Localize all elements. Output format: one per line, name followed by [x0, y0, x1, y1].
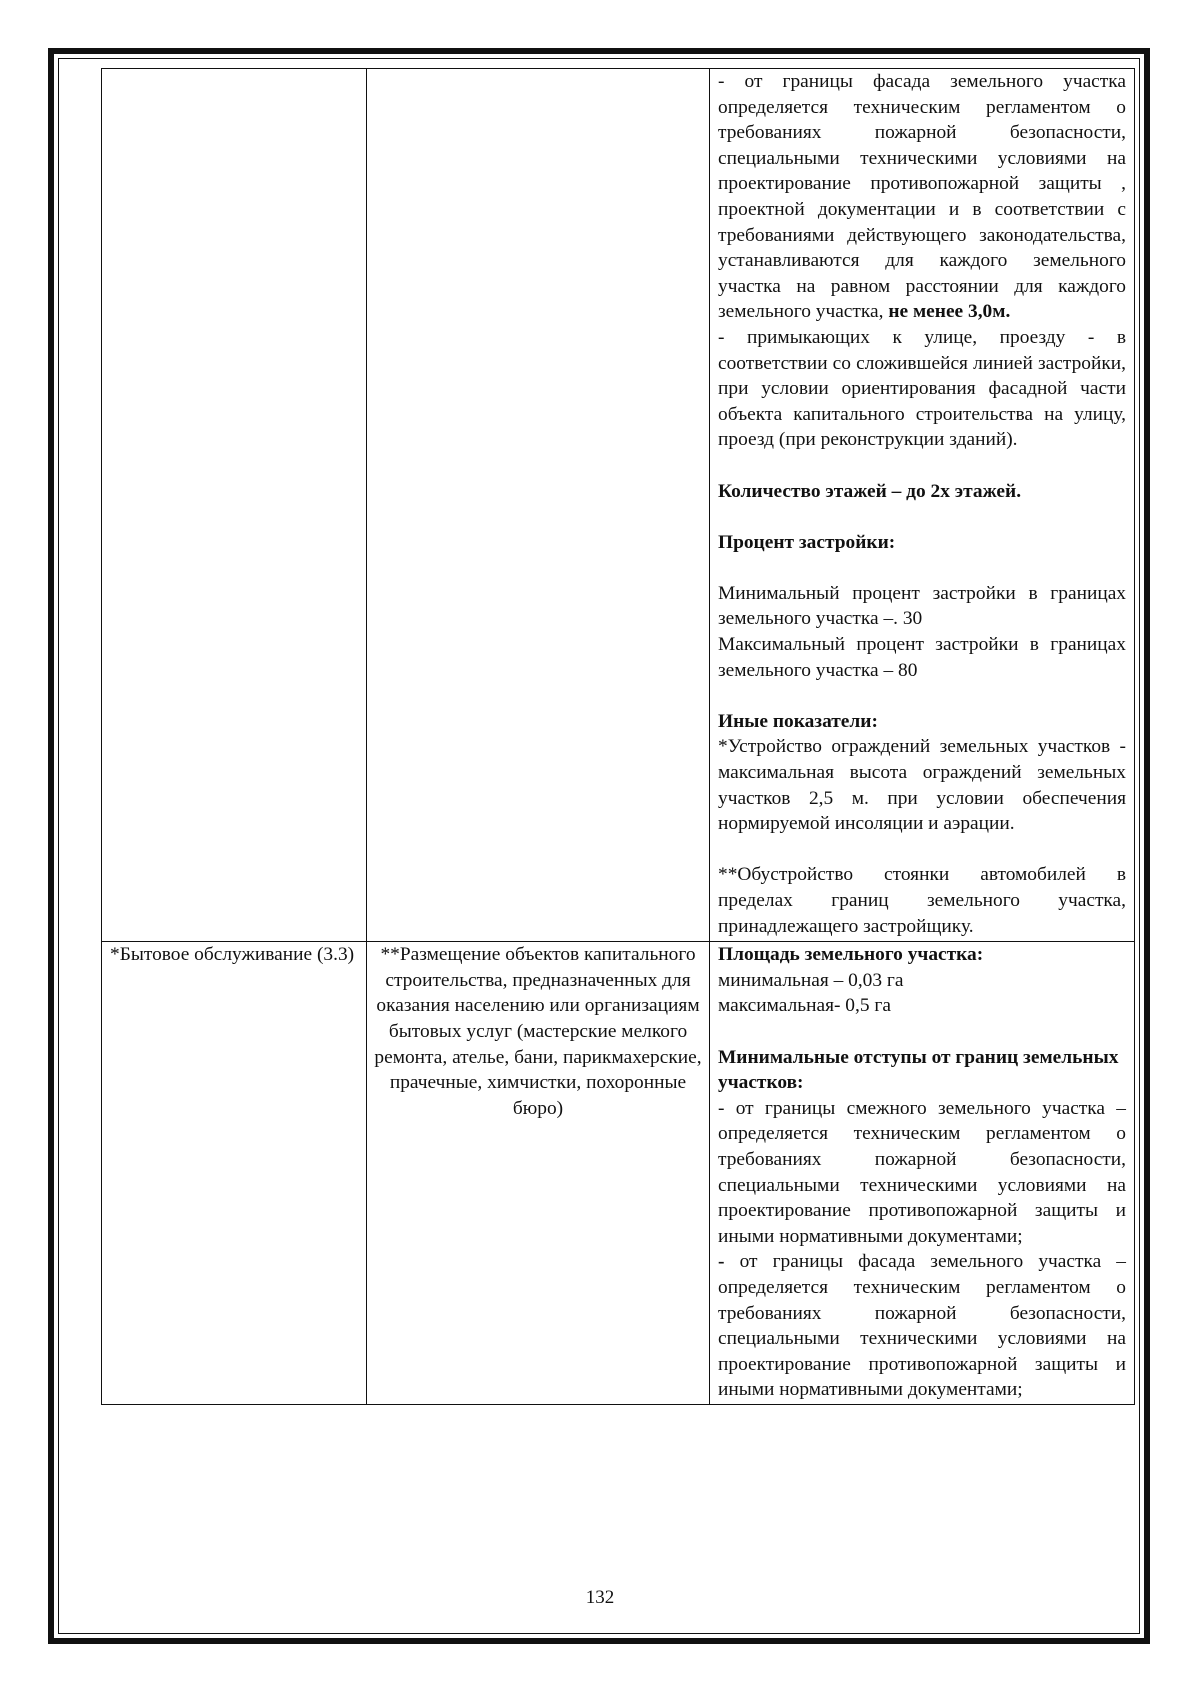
setback-title: Минимальные отступы от границ земельных участков: — [718, 1046, 1119, 1094]
use-type-cell — [102, 69, 367, 942]
adjacent-setback-paragraph: - от границы смежного земельного участка – определяется техническим регламентом о требованиях пожарной безопасности, специальными техническими условиями на проектирование противопожарной защиты и иными нормативными документами; — [718, 1097, 1126, 1247]
other-indicators-title: Иные показатели: — [718, 710, 878, 732]
regulations-table — [101, 68, 1135, 1405]
area-min: минимальная – 0,03 га — [718, 969, 904, 991]
facade-setback-paragraph: - от границы фасада земельного участка определяется техническим регламентом о требованиях пожарной безопасности, специальными техническими условиями на проектирование противопожарной защиты , проектной документации и в соответствии с требованиями действующего законодательства, устанавливаются для каждого земельного участка на равном расстоянии для каждого земельного участка, не менее 3,0м. — [718, 71, 1126, 323]
table-row — [102, 942, 1135, 1405]
use-description-cell — [367, 69, 710, 942]
parameters-cell — [710, 942, 1135, 1405]
use-type-name: *Бытовое обслуживание (3.3) — [110, 944, 355, 966]
use-description: **Размещение объектов капитального строительства, предназначенных для оказания населению или организациям бытовых услуг (мастерские мелкого ремонта, ателье, бани, парикмахерские, прачечные, химчистки, похоронные бюро) — [374, 944, 702, 1119]
use-description-cell — [367, 942, 710, 1405]
table-row — [102, 69, 1135, 942]
parameters-cell — [710, 69, 1135, 942]
build-percent-title: Процент застройки: — [718, 531, 896, 553]
min-build-percent: Минимальный процент застройки в границах земельного участка –. 30 — [718, 582, 1126, 630]
facade-setback-paragraph: - от границы фасада земельного участка – определяется техническим регламентом о требованиях пожарной безопасности, специальными техническими условиями на проектирование противопожарной защиты и иными нормативными документами; — [718, 1251, 1126, 1401]
street-setback-paragraph: - примыкающих к улице, проезду - в соответствии со сложившейся линией застройки, при условии ориентирования фасадной части объекта капитального строительства на улицу, проезд (при реконструкции зданий). — [718, 326, 1126, 451]
fence-paragraph: *Устройство ограждений земельных участков - максимальная высота ограждений земельных участков 2,5 м. при условии обеспечения нормируемой инсоляции и аэрации. — [718, 736, 1126, 835]
min-setback-value: не менее 3,0м. — [888, 301, 1011, 323]
floors-count: Количество этажей – до 2х этажей. — [718, 480, 1022, 502]
area-max: максимальная- 0,5 га — [718, 995, 891, 1017]
area-title: Площадь земельного участка: — [718, 944, 984, 966]
page-number: 132 — [585, 1587, 615, 1608]
parking-paragraph: **Обустройство стоянки автомобилей в пределах границ земельного участка, принадлежащего застройщику. — [718, 864, 1126, 937]
max-build-percent: Максимальный процент застройки в границах земельного участка – 80 — [718, 634, 1126, 681]
use-type-cell — [102, 942, 367, 1405]
